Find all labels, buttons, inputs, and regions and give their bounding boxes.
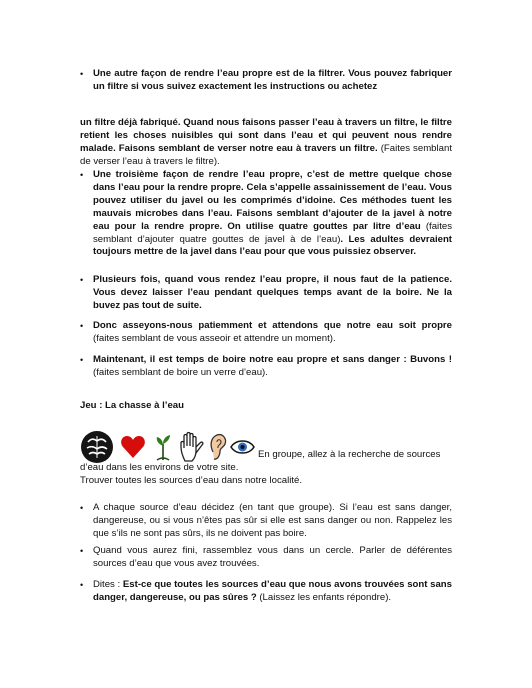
bullet-dot: • [80,275,84,285]
list-item-drink [80,354,452,380]
game-heading-text: Jeu : La chasse à l’eau [80,400,184,411]
list-item-water-source-check [80,502,452,541]
gather-circle-text: Quand vous aurez fini, rassemblez vous dans un cercle. Parler de déférentes sources d’eau que vous avez trouvées. [93,545,452,569]
list-item-gather-circle [80,545,452,571]
patience-text: Plusieurs fois, quand vous rendez l’eau propre, il nous faut de la patience. Vous devez laisser l’eau pendant quelques temps avant de la boire. Ne la buvez pas tout de suite. [93,274,452,311]
list-item-disinfection [80,169,452,259]
drink-instruction-text: (faites semblant de boire un verre d’eau). [93,366,268,378]
bullet-dot: • [80,580,84,590]
bullet-dot: • [80,321,84,331]
eye-icon [230,438,255,456]
ask-question-text: Est-ce que toutes les sources d’eau que nous avons trouvées sont sans danger, dangereuse, ou pas sûres ? [93,579,453,603]
list-item-ask-question [80,579,452,605]
heart-icon [120,434,146,460]
list-item-patience [80,274,452,313]
bullet-dot: • [80,170,84,180]
game-heading [80,400,452,413]
game-intro-lines [80,462,452,488]
wait-instruction-text: (faites semblant de vous asseoir et attendre un moment). [93,332,336,344]
brain-icon [80,430,114,464]
game-intro-line-3: Trouver toutes les sources d’eau dans notre localité. [80,474,303,486]
ear-icon [208,432,228,462]
water-source-check-text: A chaque source d’eau décidez (en tant que groupe). Si l’eau est sans danger, dangereuse, ou si vous n’êtes pas sûr si elle est sans danger ou non. Rappelez les que s’ils ne sont pas sûrs, ils ne doivent pas boire. [93,502,452,539]
bullet-dot: • [80,503,84,513]
bullet-dot: • [80,546,84,556]
activity-icon-strip [80,430,255,464]
paragraph-filter [80,117,452,169]
ask-instruction-text: (Laissez les enfants répondre). [256,591,392,603]
bullet-dot: • [80,355,84,365]
sprout-icon [152,432,174,462]
drink-bold-text: Maintenant, il est temps de boire notre eau propre et sans danger : Buvons ! [93,354,452,365]
game-intro-line-1: En groupe, allez à la recherche de sources [258,449,441,460]
filter-bold-text: un filtre déjà fabriqué. Quand nous faisons passer l’eau à travers un filtre, le filtre retient les choses nuisibles qui sont dans l’eau et qui peuvent nous rendre malade. Faisons semblant de verser notre eau à travers un filtre. [80,117,452,154]
filter-intro-text: Une autre façon de rendre l’eau propre est de la filtrer. Vous pouvez fabriquer un filtre si vous suivez exactement les instructions ou achetez [93,68,452,92]
disinfection-adults-text: . Les adultes devraient toujours mettre de la javel dans l’eau pour que vous puissiez observer. [93,233,452,258]
disinfection-instruction-text: (faites semblant d’ajouter quatre gouttes de javel à de l’eau) [93,220,452,245]
game-intro-line-2: d’eau dans les environs de votre site. [80,462,239,473]
disinfection-bold-text: Une troisième façon de rendre l’eau propre, c’est de mettre quelque chose dans l’eau pour la rendre propre. Cela s’appelle assainissement de l’eau. Vous pouvez utiliser du javel ou les comprimés d’idoine. Ces méthodes tuent les mauvais microbes dans l’eau. Faisons semblant d’ajouter de la javel à notre eau pour la rendre propre. On utilise quatre gouttes par litre d’eau [93,169,452,232]
hand-icon [178,431,204,463]
wait-bold-text: Donc asseyons-nous patiemment et attendons que notre eau soit propre [93,320,452,331]
bullet-dot: • [80,69,84,79]
filter-instruction-text: (Faites semblant de verser l’eau à travers le filtre). [80,142,452,167]
list-item-wait [80,320,452,346]
ask-prefix-text: Dites : [93,579,123,590]
list-item-filter-intro [80,68,452,94]
